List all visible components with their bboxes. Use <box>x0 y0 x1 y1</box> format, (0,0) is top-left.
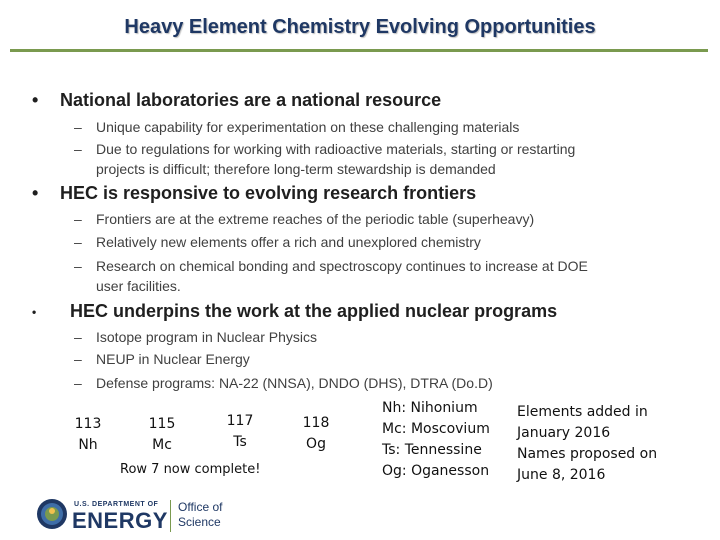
bullet-text: HEC underpins the work at the applied nuclear programs <box>70 301 558 321</box>
sub-item: – NEUP in Nuclear Energy <box>74 351 250 367</box>
bullet-dot-icon: • <box>32 305 37 320</box>
doe-label-small: U.S. DEPARTMENT OF <box>74 501 159 508</box>
bullet-dot-icon: • <box>32 90 39 110</box>
sub-item: – Unique capability for experimentation on these challenging materials <box>74 119 520 135</box>
element-cell-118: 118 Og <box>302 415 330 452</box>
element-names-list: Nh: Nihonium Mc: Moscovium Ts: Tennessine Og: Oganesson <box>382 400 490 479</box>
bullet-applied-programs <box>32 301 557 322</box>
sub-item: – Isotope program in Nuclear Physics <box>74 329 317 345</box>
doe-seal-icon <box>36 498 68 530</box>
sub-item: – Research on chemical bonding and spectroscopy continues to increase at DOE user facilities. <box>74 258 588 294</box>
row-complete-note: Row 7 now complete! <box>120 462 261 477</box>
bullet-research-frontiers <box>32 183 476 204</box>
sub-item: – Relatively new elements offer a rich and unexplored chemistry <box>74 234 481 250</box>
doe-label-big: ENERGY <box>72 508 168 533</box>
bullet-national-labs <box>32 90 441 111</box>
elements-added-note: Elements added in January 2016 Names proposed on June 8, 2016 <box>517 404 658 483</box>
bullet-text: National laboratories are a national resource <box>60 90 442 110</box>
bullet-text: HEC is responsive to evolving research frontiers <box>60 183 477 203</box>
slide-title: Heavy Element Chemistry Evolving Opportunities <box>124 16 596 38</box>
sub-item: – Due to regulations for working with radioactive materials, starting or restarting projects is difficult; therefore long-term stewardship is demanded <box>74 141 576 177</box>
bullet-dot-icon: • <box>32 183 39 203</box>
sub-item: – Defense programs: NA-22 (NNSA), DNDO (DHS), DTRA (Do.D) <box>74 375 493 391</box>
element-cell-113: 113 Nh <box>74 416 102 453</box>
logo-divider <box>170 500 171 532</box>
office-of-science-label: Office of Science <box>178 500 223 529</box>
title-divider <box>10 49 708 52</box>
element-cell-115: 115 Mc <box>148 416 176 453</box>
sub-item: – Frontiers are at the extreme reaches of the periodic table (superheavy) <box>74 211 535 227</box>
element-cell-117: 117 Ts <box>226 413 254 450</box>
